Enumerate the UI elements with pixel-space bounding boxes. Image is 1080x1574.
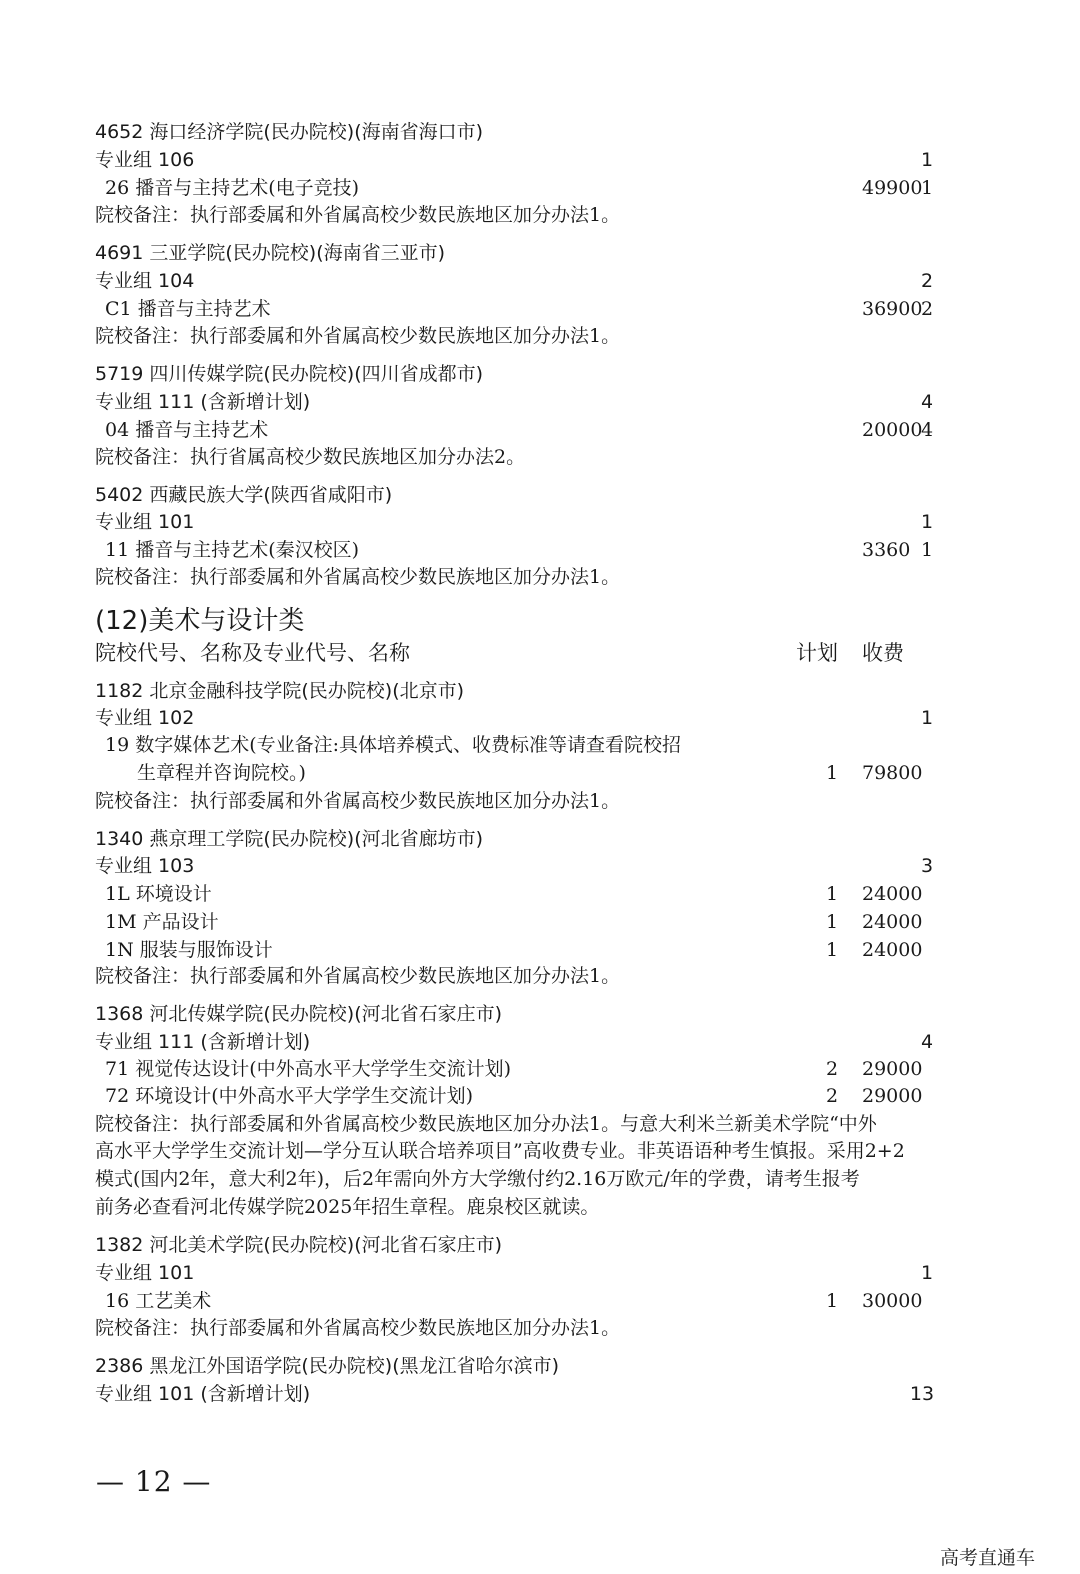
major-row <box>137 759 995 787</box>
group-label: 专业组 111 (含新增计划) <box>95 1031 311 1053</box>
group-row <box>95 852 995 880</box>
school-header: 4691 三亚学院(民办院校)(海南省三亚市) <box>95 242 446 264</box>
group-plan: 4 <box>920 1031 934 1053</box>
school-note-line: 高水平大学学生交流计划—学分互认联合培养项目”高收费专业。非英语语种考生慎报。采用2+2 <box>95 1140 905 1162</box>
school-header: 1382 河北美术学院(民办院校)(河北省石家庄市) <box>95 1234 503 1256</box>
group-plan: 1 <box>920 707 934 729</box>
school-note-line: 模式(国内2年，意大利2年)，后2年需向外方大学缴付约2.16万欧元/年的学费，请考生报考 <box>95 1168 860 1190</box>
group-row <box>95 388 995 416</box>
major-row <box>105 295 995 323</box>
group-plan: 1 <box>920 511 934 533</box>
major-row <box>105 1287 995 1315</box>
school-header: 1182 北京金融科技学院(民办院校)(北京市) <box>95 680 465 702</box>
page-number: — 12 — <box>96 1465 212 1498</box>
major-row <box>105 1055 995 1083</box>
major-plan: 1 <box>825 911 839 933</box>
major-fee: 3360 <box>862 539 911 561</box>
school-note: 院校备注：执行部委属和外省属高校少数民族地区加分办法1。 <box>95 965 621 987</box>
group-label: 专业组 103 <box>95 855 195 877</box>
group-plan: 1 <box>920 1262 934 1284</box>
major-fee: 24000 <box>862 883 923 905</box>
group-plan: 4 <box>920 391 934 413</box>
column-header-fee: 收费 <box>862 641 904 665</box>
group-plan: 13 <box>909 1383 935 1405</box>
group-plan: 2 <box>920 270 934 292</box>
major-name: 26 播音与主持艺术(电子竞技) <box>105 177 360 199</box>
major-name: 11 播音与主持艺术(秦汉校区) <box>105 539 360 561</box>
major-fee: 49900 <box>862 177 923 199</box>
school-note-line: 院校备注：执行部委属和外省属高校少数民族地区加分办法1。与意大利米兰新美术学院“中外 <box>95 1113 877 1135</box>
column-header-row <box>95 639 995 667</box>
major-name: 72 环境设计(中外高水平大学学生交流计划) <box>105 1085 474 1107</box>
major-plan: 2 <box>825 1058 839 1080</box>
major-fee: 79800 <box>862 762 923 784</box>
watermark: 高考直通车 <box>940 1547 1036 1569</box>
major-plan: 1 <box>825 762 839 784</box>
major-row <box>105 1082 995 1110</box>
group-row <box>95 704 995 732</box>
column-header-plan: 计划 <box>796 641 838 665</box>
major-row <box>105 880 995 908</box>
major-row <box>105 936 995 964</box>
group-row <box>95 1259 995 1287</box>
group-row <box>95 267 995 295</box>
major-plan: 1 <box>825 939 839 961</box>
major-fee: 24000 <box>862 939 923 961</box>
group-plan: 1 <box>920 149 934 171</box>
major-fee: 29000 <box>862 1058 923 1080</box>
major-plan: 2 <box>825 1085 839 1107</box>
major-fee: 29000 <box>862 1085 923 1107</box>
school-note-line: 前务必查看河北传媒学院2025年招生章程。鹿泉校区就读。 <box>95 1196 600 1218</box>
major-name: 71 视觉传达设计(中外高水平大学学生交流计划) <box>105 1058 512 1080</box>
group-row <box>95 1028 995 1056</box>
school-note: 院校备注：执行省属高校少数民族地区加分办法2。 <box>95 446 526 468</box>
major-name: C1 播音与主持艺术 <box>105 298 271 320</box>
group-label: 专业组 101 (含新增计划) <box>95 1383 311 1405</box>
major-name-continued: 生章程并咨询院校。) <box>137 762 306 784</box>
school-note: 院校备注：执行部委属和外省属高校少数民族地区加分办法1。 <box>95 566 621 588</box>
school-header: 4652 海口经济学院(民办院校)(海南省海口市) <box>95 121 484 143</box>
major-row <box>105 416 995 444</box>
major-plan: 1 <box>920 539 934 561</box>
major-name: 19 数字媒体艺术(专业备注:具体培养模式、收费标准等请查看院校招 <box>105 734 682 756</box>
group-row <box>95 146 995 174</box>
major-row <box>105 908 995 936</box>
school-note: 院校备注：执行部委属和外省属高校少数民族地区加分办法1。 <box>95 1317 621 1339</box>
group-row <box>95 508 995 536</box>
section-title: (12)美术与设计类 <box>95 606 305 636</box>
group-label: 专业组 106 <box>95 149 195 171</box>
major-name: 16 工艺美术 <box>105 1290 212 1312</box>
major-fee: 30000 <box>862 1290 923 1312</box>
school-note: 院校备注：执行部委属和外省属高校少数民族地区加分办法1。 <box>95 790 621 812</box>
school-header: 1340 燕京理工学院(民办院校)(河北省廊坊市) <box>95 828 484 850</box>
group-plan: 3 <box>920 855 934 877</box>
major-plan: 2 <box>920 298 934 320</box>
column-header-name: 院校代号、名称及专业代号、名称 <box>95 641 410 665</box>
group-label: 专业组 104 <box>95 270 195 292</box>
major-plan: 1 <box>825 1290 839 1312</box>
school-header: 2386 黑龙江外国语学院(民办院校)(黑龙江省哈尔滨市) <box>95 1355 560 1377</box>
group-label: 专业组 102 <box>95 707 195 729</box>
major-name: 1M 产品设计 <box>105 911 219 933</box>
school-header: 1368 河北传媒学院(民办院校)(河北省石家庄市) <box>95 1003 503 1025</box>
group-row <box>95 1380 995 1408</box>
group-label: 专业组 101 <box>95 511 195 533</box>
group-label: 专业组 101 <box>95 1262 195 1284</box>
major-name: 04 播音与主持艺术 <box>105 419 269 441</box>
school-note: 院校备注：执行部委属和外省属高校少数民族地区加分办法1。 <box>95 204 621 226</box>
major-plan: 4 <box>920 419 934 441</box>
major-fee: 20000 <box>862 419 923 441</box>
major-row <box>105 536 995 564</box>
school-header: 5719 四川传媒学院(民办院校)(四川省成都市) <box>95 363 484 385</box>
group-label: 专业组 111 (含新增计划) <box>95 391 311 413</box>
major-name: 1N 服装与服饰设计 <box>105 939 273 961</box>
school-header: 5402 西藏民族大学(陕西省咸阳市) <box>95 484 393 506</box>
school-note: 院校备注：执行部委属和外省属高校少数民族地区加分办法1。 <box>95 325 621 347</box>
major-fee: 36900 <box>862 298 923 320</box>
major-plan: 1 <box>825 883 839 905</box>
major-plan: 1 <box>920 177 934 199</box>
major-fee: 24000 <box>862 911 923 933</box>
major-row <box>105 174 995 202</box>
major-name: 1L 环境设计 <box>105 883 212 905</box>
